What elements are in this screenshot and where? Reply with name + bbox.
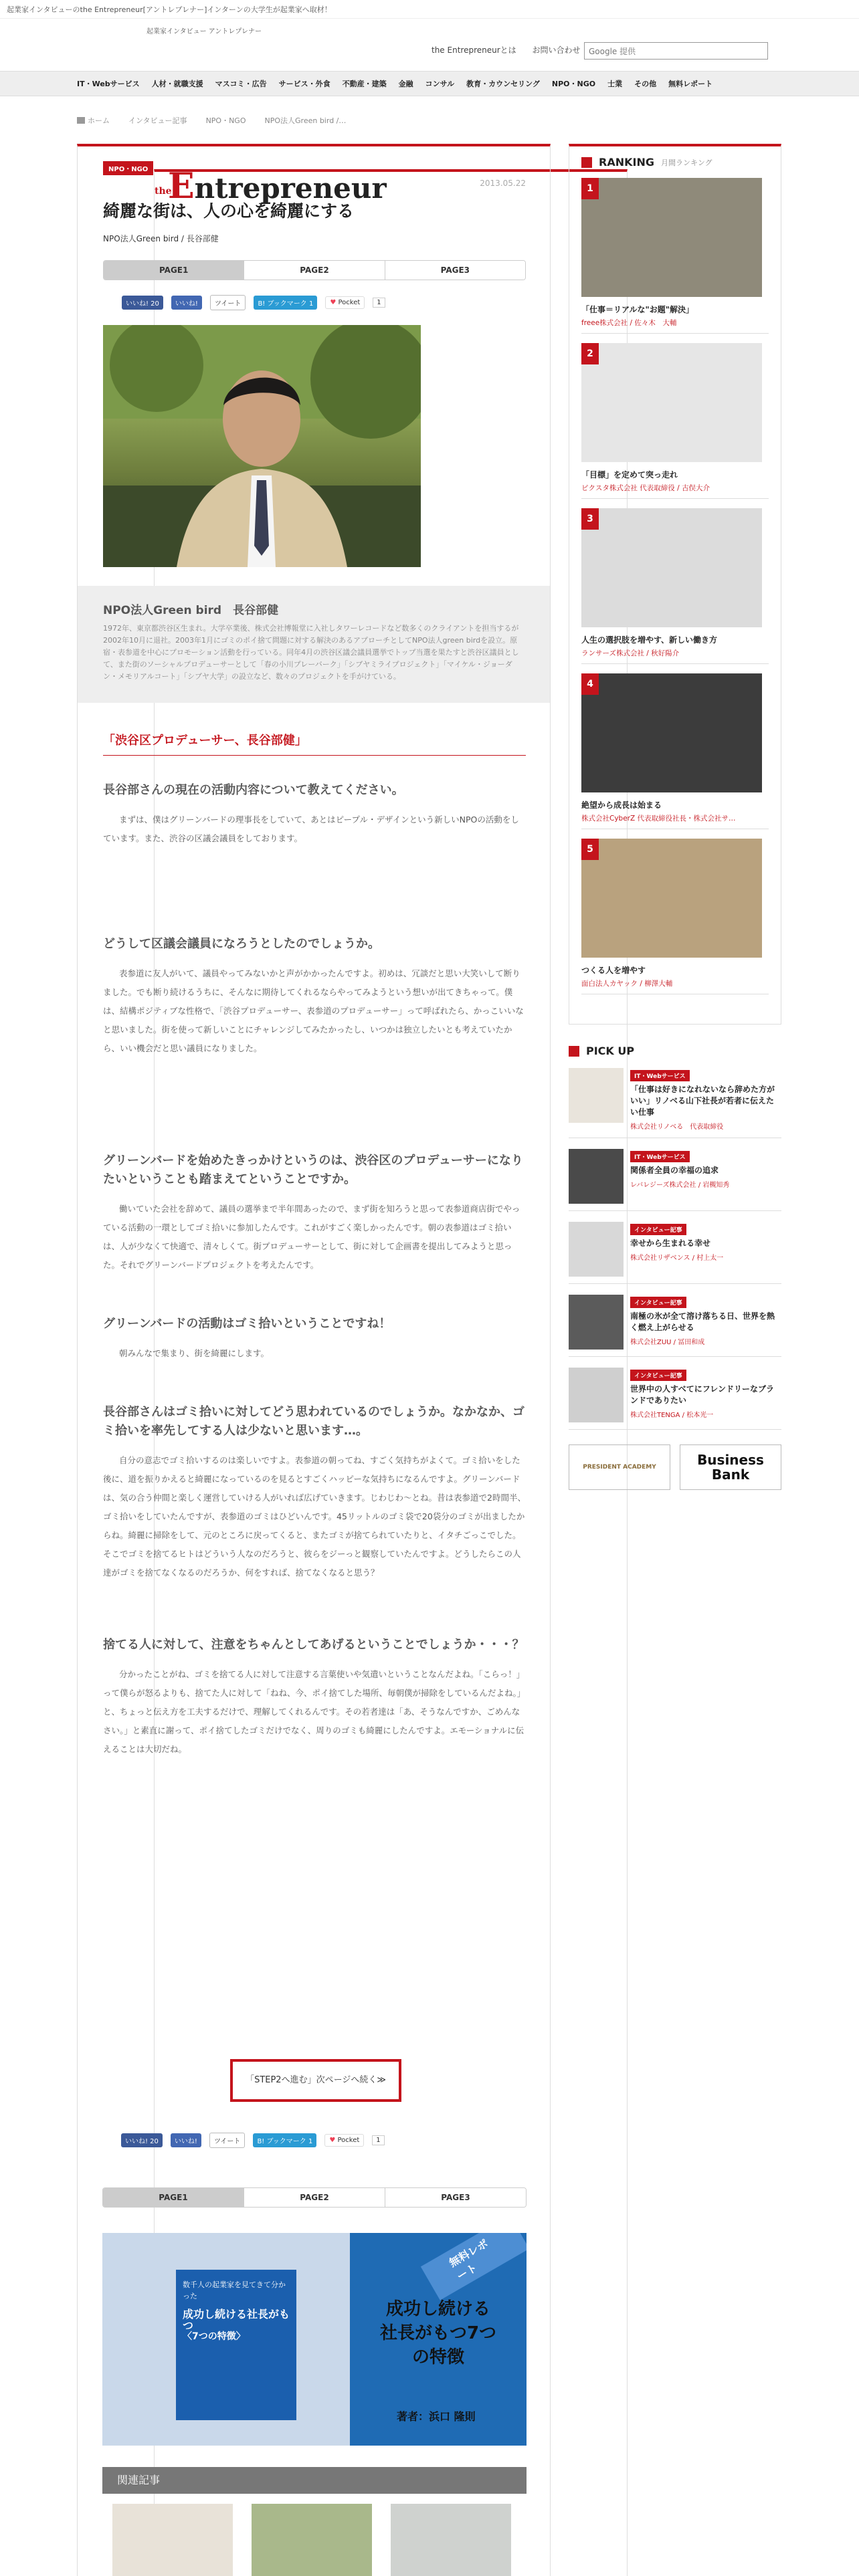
contact-link[interactable]: お問い合わせ xyxy=(532,45,581,55)
answer: 働いていた会社を辞めて、議員の選挙まで半年間あったので、まず街を知ろうと思って表参道商店街でやっている活動の一環としてゴミ拾いに参加したんです。これがすごく楽しかったんです。朝の表参道はゴミ拾いは、人が少なくて快適で、清々しくて。街プロデューサーとして、街に対して企画書を提出してみようと思った。それでグリーンバードプロジェクトを考えたんです。 xyxy=(103,1204,520,1270)
pickup-item[interactable]: インタビュー記事 南極の氷が全て溶け落ちる日、世界を熱く燃え上がらせる 株式会社ZUU / 冨田和成 xyxy=(569,1295,781,1357)
ranking-company: 面白法人カヤック / 柳澤大輔 xyxy=(581,978,769,994)
pickup-thumb xyxy=(569,1222,624,1277)
answer: 朝みんなで集まり、街を綺麗にします。 xyxy=(119,1348,270,1358)
profile-text: 1972年、東京都渋谷区生まれ。大学卒業後、株式会社博報堂に入社しタワーレコードなど数多くのクライアントを担当するが2002年10月に退社。2003年1月にゴミのポイ捨て問題に対する解決のあるアプローチとしてNPO法人green birdを設立。原宿・表参道を中心にプロモーション活動を行っている。同年4月の渋谷区議会議員選挙でトップ当選を果たすと渋谷区議員として、また街のソーシャルプロデューサーとして「春の小川プレーバーク」「シブヤミライプロジェクト」「マイケル・ジョーダン・メモリアルコート」「シブヤ大学」の設立など、数々のプロジェクトを手がけている。 xyxy=(103,624,519,681)
header-links xyxy=(432,44,594,56)
pocket-button[interactable]: ♥ Pocket xyxy=(324,2134,364,2147)
ranking-company: ランサーズ株式会社 / 秋好陽介 xyxy=(581,648,769,664)
qa-block xyxy=(103,1315,526,1363)
qa-block xyxy=(103,1403,526,1582)
ranking-item[interactable] xyxy=(581,343,769,499)
ranking-thumb: 2 xyxy=(581,343,762,462)
breadcrumb-current: NPO法人Green bird /… xyxy=(264,116,347,125)
pocket-button[interactable]: ♥ Pocket xyxy=(325,296,365,309)
answer: 分かったことがね、ゴミを捨てる人に対して注意する言葉使いや気遣いということなんだよね。「こらっ！」って僕らが怒るよりも、捨てた人に対して「ねね、今、ポイ捨てした場所、毎朝僕が掃除をしているんだよね。」と、ちょっと伝え方を工夫するだけで、理解してくれるんです。その若者達は「あ、そうなんですか、ごめんなさい。」と素直に謝って、ポイ捨てしたゴミだけでなく、周りのゴミも綺麗にしたんですよ。エモーショナルに伝えることは大切だね。 xyxy=(103,1669,526,1754)
hatena-bookmark-button[interactable]: B! ブックマーク 1 xyxy=(254,296,317,310)
ad-banners xyxy=(569,1444,781,1490)
share-bar-bottom xyxy=(102,2133,385,2148)
tab-page3[interactable]: PAGE3 xyxy=(385,2188,526,2207)
nav-item-media[interactable]: マスコミ・広告 xyxy=(215,80,267,88)
category-tag[interactable]: NPO・NGO xyxy=(103,161,153,175)
ranking-title: 「仕事＝リアルな"お題"解決」 xyxy=(581,305,694,314)
pickup-item[interactable]: IT・Webサービス 関係者全員の幸福の追求 レバレジーズ株式会社 / 岩槻知秀 xyxy=(569,1149,781,1211)
nav-item-hr[interactable]: 人材・就職支援 xyxy=(151,80,203,88)
answer: まずは、僕はグリーンバードの理事長をしていて、あとはピープル・デザインという新しいNPOの活動をしています。また、渋谷の区議会議員をしております。 xyxy=(103,815,519,843)
question: グリーンバードの活動はゴミ拾いということですね！ xyxy=(103,1317,391,1331)
section-lead: 「渋谷区プロデューサー、長谷部健」 xyxy=(103,731,526,756)
home-icon xyxy=(77,117,85,124)
pickup-thumb xyxy=(569,1149,624,1204)
ranking-heading: RANKING 月間ランキング xyxy=(581,156,769,169)
nav-item-consulting[interactable]: コンサル xyxy=(425,80,455,88)
interviewee-photo xyxy=(103,325,421,567)
pickup-thumb xyxy=(569,1295,624,1350)
ranking-box xyxy=(569,144,781,1025)
ranking-company: ピクスタ株式会社 代表取締役 / 古俣大介 xyxy=(581,483,769,499)
page-tabs-bottom xyxy=(102,2187,527,2208)
ranking-item[interactable] xyxy=(581,178,769,334)
question: 長谷部さんの現在の活動内容について教えてください。 xyxy=(103,783,404,797)
pickup-thumb xyxy=(569,1368,624,1422)
nav-item-it[interactable]: IT・Webサービス xyxy=(77,80,140,88)
category-nav xyxy=(0,71,859,96)
top-banner-text: 起業家インタビューのthe Entrepreneur[アントレプレナー]インターンの大学生が起業家へ取材！ xyxy=(0,0,859,19)
ranking-company: 株式会社CyberZ 代表取締役社長・株式会社サ… xyxy=(581,813,769,829)
pocket-icon: ♥ xyxy=(330,299,337,306)
nav-item-education[interactable]: 教育・カウンセリング xyxy=(466,80,540,88)
ranking-item[interactable] xyxy=(581,508,769,664)
nav-item-report[interactable]: 無料レポート xyxy=(668,80,713,88)
nav-item-finance[interactable]: 金融 xyxy=(398,80,413,88)
banner-author: 著者：浜口 隆則 xyxy=(397,2410,476,2423)
nav-item-other[interactable]: その他 xyxy=(634,80,657,88)
pocket-icon: ♥ xyxy=(329,2137,336,2144)
book-cover: 数千人の起業家を見てきて分かった 成功し続ける社長がもつ 〈7つの特徴〉 xyxy=(176,2270,296,2420)
tweet-button[interactable]: ツイート xyxy=(209,2133,246,2148)
pocket-count: 1 xyxy=(373,298,385,308)
nav-item-npo[interactable]: NPO・NGO xyxy=(551,80,596,88)
ranking-thumb: 3 xyxy=(581,508,762,627)
ranking-item[interactable] xyxy=(581,839,769,994)
hatena-bookmark-button[interactable]: B! ブックマーク 1 xyxy=(253,2133,316,2147)
banner-headline: 成功し続ける社長がもつ7つの特徴 xyxy=(379,2299,497,2367)
nav-item-realestate[interactable]: 不動産・建築 xyxy=(342,80,387,88)
logo-wordmark: theEntrepreneur xyxy=(154,169,628,2576)
tweet-button[interactable]: ツイート xyxy=(210,295,246,310)
question: 長谷部さんはゴミ拾いに対してどう思われているのでしょうか。なかなか、ゴミ拾いを率先してする人は少ないと思います…。 xyxy=(103,1405,524,1438)
pickup-item[interactable]: インタビュー記事 世界中の人すべてにフレンドリーなブランドでありたい 株式会社TENGA / 松本光一 xyxy=(569,1368,781,1430)
question: どうして区議会議員になろうとしたのでしょうか。 xyxy=(103,937,380,951)
square-icon xyxy=(569,1046,579,1057)
about-link[interactable]: the Entrepreneurとは xyxy=(432,45,516,55)
article-main xyxy=(77,144,551,2576)
pickup-heading: PICK UP xyxy=(569,1045,781,1057)
square-icon xyxy=(581,157,592,168)
interviewee-photo-illustration xyxy=(103,325,421,567)
answer: 表参道に友人がいて、議員やってみないかと声がかかったんですよ。初めは、冗談だと思い大笑いして断りました。でも断り続けるうちに、そんなに期待してくれるならやってみようという想いが出てきちゃって。僕は、結構ポジティブな性格で、「渋谷プロデューサー、表参道のプロデューサー」って呼ばれたら、かっこいいなと思いました。街を使って新しいことにチャレンジしてみたかったし、いつかは独立したいとも考えていたから、いい機会だと思い議員になりました。 xyxy=(103,968,524,1053)
president-academy-ad[interactable]: PRESIDENT ACADEMY xyxy=(569,1444,670,1490)
publish-date: 2013.05.22 xyxy=(480,179,526,188)
ranking-item[interactable] xyxy=(581,673,769,829)
logo-subtitle: 起業家インタビュー アントレプレナー xyxy=(147,28,262,35)
profile-box xyxy=(78,586,550,703)
pocket-count: 1 xyxy=(372,2135,384,2145)
banner-ribbon: 無料レポート xyxy=(421,2233,527,2300)
business-bank-ad[interactable]: Business Bank xyxy=(680,1444,781,1490)
pickup-item[interactable]: インタビュー記事 幸せから生まれる幸せ 株式会社リザベンス / 村上太一 xyxy=(569,1222,781,1284)
qa-block xyxy=(103,781,526,848)
article-author: NPO法人Green bird / 長谷部健 xyxy=(103,234,219,243)
page-tabs-top xyxy=(103,260,526,280)
tab-page3[interactable]: PAGE3 xyxy=(385,261,525,280)
facebook-share-button[interactable]: いいね! xyxy=(171,296,202,310)
question: 捨てる人に対して、注意をちゃんとしてあげるということでしょうか・・・？ xyxy=(103,1638,524,1652)
pickup-thumb xyxy=(569,1068,624,1123)
ranking-company: freee株式会社 / 佐々木 大輔 xyxy=(581,318,769,334)
next-page-button[interactable]: 「STEP2へ進む」次ページへ続く≫ xyxy=(230,2059,401,2102)
qa-block xyxy=(103,935,526,1058)
tab-page2[interactable]: PAGE2 xyxy=(244,261,384,280)
ranking-title: 絶望から成長は始まる xyxy=(581,800,662,810)
tab-page2[interactable]: PAGE2 xyxy=(244,2188,385,2207)
tab-page1[interactable]: PAGE1 xyxy=(103,2188,244,2207)
ranking-thumb: 5 xyxy=(581,839,762,958)
ranking-title: 人生の選択肢を増やす、新しい働き方 xyxy=(581,635,718,645)
qa-block xyxy=(103,1152,526,1275)
answer: 自分の意志でゴミ拾いするのは楽しいですよ。表参道の朝ってね、すごく気持ちがよくて。ゴミ拾いをした後に、道を振りかえると綺麗になっているのを見るとすごくハッピーな気持ちになるんですよ。グリーンバードは、気の合う仲間と楽しく運営していける人がいれば広げていきます。じわじわ～とね。昔は表参道で2時間半、ゴミ拾いをしていたんですが、表参道のゴミはひどいんです。45リットルのゴミ袋で20袋分のゴミが出ましたからね。綺麗に掃除をして、元のところに戻ってくると、またゴミが捨てられていたりと、イタチごっこでした。そこでゴミを捨てるヒトはどういう人なのだろうと、彼らをジーっと観察していたんですよ。どうしたらこの人達がゴミを捨てなくなるのだろうか、何をすれば、捨てなくなると思う？ xyxy=(103,1455,526,1578)
nav-item-shigyo[interactable]: 士業 xyxy=(607,80,623,88)
ranking-title: つくる人を増やす xyxy=(581,966,646,975)
facebook-like-button[interactable]: いいね! 20 xyxy=(121,2133,163,2147)
facebook-like-button[interactable]: いいね! 20 xyxy=(122,296,163,310)
related-thumb[interactable] xyxy=(112,2504,233,2576)
breadcrumb-category[interactable]: NPO・NGO xyxy=(205,116,246,125)
pickup-section xyxy=(569,1045,781,1430)
breadcrumb-home[interactable]: ホーム xyxy=(77,115,110,126)
tab-page1[interactable]: PAGE1 xyxy=(104,261,244,280)
breadcrumb-articles[interactable]: インタビュー記事 xyxy=(128,116,187,125)
profile-name: NPO法人Green bird 長谷部健 xyxy=(103,604,279,617)
pickup-item[interactable]: IT・Webサービス 「仕事は好きになれないなら辞めた方がいい」リノベる山下社長が若者に伝えたい仕事 株式会社リノベる 代表取締役 xyxy=(569,1068,781,1138)
share-bar xyxy=(103,295,526,310)
free-report-banner[interactable] xyxy=(102,2233,527,2446)
nav-item-service[interactable]: サービス・外食 xyxy=(278,80,330,88)
sidebar xyxy=(569,144,781,1490)
related-thumb[interactable] xyxy=(391,2504,511,2576)
ranking-thumb: 1 xyxy=(581,178,762,297)
ranking-thumb: 4 xyxy=(581,673,762,792)
search-input[interactable]: Google 提供 xyxy=(584,42,768,60)
question: グリーンバードを始めたきっかけというのは、渋谷区のプロデューサーになりたいということも踏まえてということですか。 xyxy=(103,1154,523,1186)
qa-block xyxy=(103,1636,526,1759)
page-title: 綺麗な街は、人の心を綺麗にする xyxy=(103,201,355,221)
breadcrumb xyxy=(77,115,346,126)
related-articles-header: 関連記事 xyxy=(102,2467,527,2494)
related-thumb[interactable] xyxy=(252,2504,372,2576)
ranking-title: 「目標」を定めて突っ走れ xyxy=(581,470,678,479)
facebook-share-button[interactable]: いいね! xyxy=(171,2133,201,2147)
